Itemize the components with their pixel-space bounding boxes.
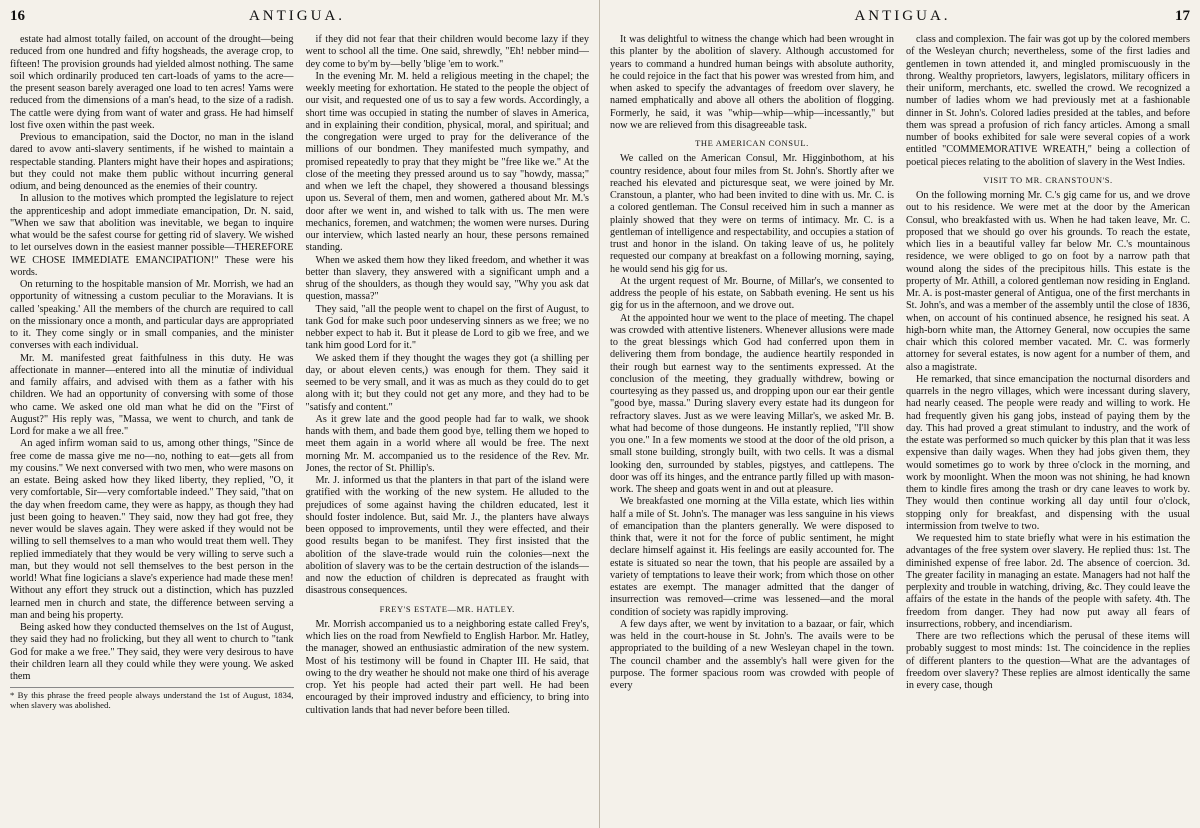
- paragraph: Mr. Morrish accompanied us to a neighboring estate called Frey's, which lies on the road from Newfield to English Harbor. Mr. Hatley, the manager, showed an enthusiastic admiration of the new system. Most of his testimony will be found in Chapter III. He said, that owing to the dry weather he should not make one third of his average crop. Yet his people had acted their part well. He had been encouraged by their improved industry and efficiency, to bring into cultivation lands that had never before been tilled.: [305, 618, 589, 716]
- paragraph: Mr. M. manifested great faithfulness in this duty. He was affectionate in manner—entered into all the minutiæ of individual and family affairs, and advised with them as a father with his children. We had an opportunity of conversing with some of those who came. We asked one old man what he did on the "First of August?" His reply was, "Massa, we went to church, and tank de Lord for make a we all free.": [10, 352, 294, 437]
- paragraph: At the appointed hour we went to the place of meeting. The chapel was crowded with attentive listeners. Whenever allusions were made to the great blessings which God had conferred upon them in delivering them from bondage, the audience heartily responded in their rough but earnest way to the sentiments expressed. At the conclusion of the meeting, they gradually withdrew, bowing or courtesying as they passed us, and dropping upon our ear their gentle "good bye, massa." During slavery every estate had its dungeon for refractory slaves. Just as we were leaving Millar's, we asked Mr. B. what had become of those dungeons. He instantly replied, "I'll show you one." In a few moments we stood at the door of the old prison, a small stone building, strongly built, with two cells. It was a dismal looking den, surrounded by stables, pigstyes, and cattlepens. The door was off its hinges, and the entrance partly filled up with mason-work. The sheep and goats went in and out at pleasure.: [610, 312, 894, 495]
- page-number: 16: [10, 8, 25, 24]
- section-heading: THE AMERICAN CONSUL.: [695, 138, 809, 148]
- paragraph: Previous to emancipation, said the Doctor, no man in the island dared to avow anti-slavery sentiments, if he wished to maintain a respectable standing. Planters might have their hopes and aspirations; but they could not make them public without incurring general odium, and being denounced as the enemies of their country.: [10, 132, 294, 192]
- paragraph: He remarked, that since emancipation the nocturnal disorders and quarrels in the negro villages, which were incessant during slavery, had nearly ceased. The people were ready and willing to work. He had frequently given his gang jobs, instead of paying them by the day. This had proved a great stimulant to industry, and the work of the estate was performed so much quicker by this plan that it was less expensive than daily wages. When they had jobs given them, they would sometimes go to work by three o'clock in the morning, and work by moonlight. When the moon was not shining, he had known them to kindle fires among the trash or dry cane leaves to work by. They would then continue working all day until four o'clock, stopping only for breakfast, and dispensing with the usual intermission from twelve to two.: [906, 373, 1190, 532]
- right-page-header: [610, 8, 1190, 34]
- paragraph: Mr. J. informed us that the planters in that part of the island were gratified with the working of the new system. He alluded to the prejudices of some against having the children educated, lest it should foster indolence. But, said Mr. J., the planters have always been opposed to improvements, until they were effected, and their good results began to be manifest. They first insisted that the abolition of the slave-trade would ruin the colonies—next the abolition of slavery was to be the certain destruction of the islands—and now the eduction of children is deprecated as fraught with disastrous consequences.: [305, 475, 589, 597]
- paragraph: estate had almost totally failed, on account of the drought—being reduced from one hundred and fifty hogsheads, the average crop, to fifteen! The provision grounds had yielded almost nothing. The same soil which ordinarily produced ten cart-loads of yams to the acre—the present season barely averaged one load to ten acres! Yams were reduced from the dimensions of a man's head, to the size of a radish. The cattle were dying from want of water and grass. He had himself lost five oxen within the past week.: [10, 34, 294, 131]
- left-column-1: [10, 34, 294, 816]
- paragraph: We requested him to state briefly what were in his estimation the advantages of the free system over slavery. He replied thus: 1st. The diminished expense of free labor. 2d. The absence of coercion. 3d. The greater facility in managing an estate. Managers had not half the perplexity and trouble in watching, driving, &c. They could leave the affairs of the estate in the hands of the people with safety. 4th. The freedom from danger. They had now put away all fears of insurrections, robbery, and incendiarism.: [906, 533, 1190, 630]
- section-heading: FREY'S ESTATE—MR. HATLEY.: [379, 603, 515, 614]
- paragraph: It was delightful to witness the change which had been wrought in this planter by the abolition of slavery. Although accustomed for years to command a hundred human beings with absolute authority, he could rejoice in the fact that his power was wrested from him, and when asked to specify the advantages of freedom over slavery, he named emphatically and above all others the abolition of flogging. Formerly, he said, it was "whip—whip—whip—incessantly," but now we are relieved from this disagreeable task.: [610, 34, 894, 131]
- paragraph: On returning to the hospitable mansion of Mr. Morrish, we had an opportunity of witnessing a custom peculiar to the Moravians. It is called 'speaking.' All the members of the church are required to call on the missionary once a month, and particular days are appropriated to it. They come singly or in small companies, and the minister converses with each individual.: [10, 279, 294, 352]
- paragraph: In allusion to the motives which prompted the legislature to reject the apprenticeship and adopt immediate emancipation, Dr. N. said, "When we saw that abolition was inevitable, we began to inquire what would be the safest course for getting rid of slavery. We wished to let ourselves down in the easiest manner possible—THEREFORE WE CHOSE IMMEDIATE EMANCIPATION!" These were his words.: [10, 193, 294, 278]
- paragraph: Being asked how they conducted themselves on the 1st of August, they said they had no frolicking, but they all went to church to "tank God for make a we free." They said, they were very desirous to have their children learn all they could while they were young. We asked them: [10, 622, 294, 682]
- section-heading: VISIT TO MR. CRANSTOUN'S.: [983, 174, 1113, 185]
- left-column-2: [306, 34, 590, 816]
- paragraph: At the urgent request of Mr. Bourne, of Millar's, we consented to address the people of his estate, on Sabbath evening. He sent us his gig for us in the afternoon, and we drove out.: [610, 275, 894, 312]
- paragraph: An aged infirm woman said to us, among other things, "Since de free come de massa give me no—no, nothing to eat—gets all from my cousins." We next conversed with two men, who were masons on an estate. Being asked how they liked liberty, they replied, "O, it very comfortable, Sir—very comfortable indeed." They said, "that on the day when freedom came, they were as happy, as though they had just been going to heaven." They said, now they had got free, they never would be slaves again. They were asked if they would not be willing to sell themselves to a man who would treat them well. They replied immediately that they would be very willing to serve such a man, but they would not sell themselves to the best person in the world! What fine logicians a slave's experience had made these men! Without any effort they struck out a distinction, which has puzzled learned men in church and state, the difference between serving a man and being his property.: [10, 438, 294, 621]
- running-title: ANTIGUA.: [248, 8, 346, 24]
- right-column-1: [610, 34, 894, 816]
- left-page-header: [10, 8, 589, 34]
- paragraph: As it grew late and the good people had far to walk, we shook hands with them, and bade them good bye, telling them we hoped to meet them again in a world where all would be free. The next morning Mr. M. accompanied us to the residence of the Rev. Mr. Jones, the rector of St. Phillip's.: [305, 413, 589, 474]
- page-number: 17: [1174, 8, 1190, 24]
- paragraph: We breakfasted one morning at the Villa estate, which lies within half a mile of St. John's. The manager was less sanguine in his views of emancipation than the planters generally. We were disposed to think that, were it not for the force of public sentiment, he might declare himself against it. His feelings are easily accounted for. The estate is situated so near the town, that his people are assailed by a variety of temptations to leave their work; from which those on other estates are exempt. The manager admitted that the danger of insurrection was removed—crime was lessened—and the moral condition of society was rapidly improving.: [610, 496, 894, 618]
- right-page-columns: [610, 34, 1190, 816]
- paragraph: We asked them if they thought the wages they got (a shilling per day, or about eleven cents,) was enough for them. They said it seemed to be very small, and it was as much as they could do to get along with it; but they could not get any more, and they had to be "satisfy and content.": [305, 352, 589, 413]
- paragraph: We called on the American Consul, Mr. Higginbothom, at his country residence, about four miles from St. John's. Shortly after we reached his elevated and picturesque seat, we were joined by Mr. Cranstoun, a planter, who had been invited to dine with us. Mr. C. is a colored gentleman. The Consul received him in such a manner as plainly showed that they were on terms of intimacy. Mr. C. is a gentleman of intelligence and respectability, and occupies a station of trust and honor in the island. On taking leave of us, he politely requested our company at breakfast on a following morning, saying, he would send his gig for us.: [610, 153, 894, 275]
- paragraph: A few days after, we went by invitation to a bazaar, or fair, which was held in the court-house in St. John's. The avails were to be appropriated to the building of a new Wesleyan chapel in the town. The council chamber and the assembly's hall were given for the purpose. The former spacious room was crowded with people of every: [610, 618, 894, 691]
- paragraph: On the following morning Mr. C.'s gig came for us, and we drove out to his residence. We were met at the door by the American Consul, who breakfasted with us. When he had taken leave, Mr. C. proposed that we should go over his grounds. To reach the estate, which lies in a beautiful valley far below Mr. C.'s mountainous residence, we were obliged to go on foot by a narrow path that wound along the sides of the precipitous hills. This estate is the property of Mr. Athill, a colored gentleman now residing in England. Mr. A. is post-master general of Antigua, one of the first merchants in St. John's, and was a member of the assembly until the close of 1836, when, on account of his continued absence, he resigned his seat. A high-born white man, the Attorney General, now occupies the same chair which this colored member vacated. Mr. C. was formerly attorney for several estates, is now agent for a number of them, and also a magistrate.: [906, 190, 1190, 373]
- running-title: ANTIGUA.: [854, 8, 951, 24]
- paragraph: class and complexion. The fair was got up by the colored members of the Wesleyan church; nevertheless, some of the first ladies and gentlemen in town attended it, and mingled promiscuously in the throng. Wealthy proprietors, lawyers, legislators, military officers in their uniform, merchants, etc. swelled the crowd. We recognized a number of ladies whom we had previously met at a fashionable dinner in St. John's. Colored ladies presided at the tables, and before them was spread a profusion of rich fancy articles. Among a small number of books exhibited for sale were several copies of a work entitled "COMMEMORATIVE WREATH," being a collection of poetical pieces relating to the abolition of slavery in the West Indies.: [906, 34, 1190, 168]
- paragraph: There are two reflections which the perusal of these items will probably suggest to most minds: 1st. The coincidence in the replies of different planters to the question—What are the advantages of freedom over slavery? These replies are almost identically the same in every case, though: [906, 631, 1190, 691]
- paragraph: When we asked them how they liked freedom, and whether it was better than slavery, they answered with a significant umph and a shrug of the shoulders, as though they would say, "Why you ask dat question, massa?": [305, 254, 589, 303]
- paragraph: In the evening Mr. M. held a religious meeting in the chapel; the weekly meeting for exhortation. He stated to the people the object of our visit, and requested one of us to say a few words. Accordingly, a short time was occupied in stating the number of slaves in America, and in explaining their condition, physical, moral, and spiritual; and the congregation were urged to pray for the deliverance of the millions of our bondmen. They manifested much sympathy, and promised repeatedly to pray that they might be "free like we." At the close of the meeting they pressed around us to say "howdy, massa;" and when we left the chapel, they showered a thousand blessings upon us. Several of them, men and women, gathered about Mr. M.'s door after we went in, and wished to talk with us. The men were mechanics, foremen, and watchmen; the women were nurses. During our interview, which lasted nearly an hour, these persons remained standing.: [305, 70, 589, 254]
- right-page: [600, 0, 1200, 828]
- right-column-2: [906, 34, 1190, 816]
- footnote: * By this phrase the freed people always understand the 1st of August, 1834, when slavery was abolished.: [10, 687, 294, 710]
- left-page-columns: [10, 34, 589, 816]
- paragraph: if they did not fear that their children would become lazy if they went to school all the time. One said, shrewdly, "Eh! nebber mind—dey come to by'm by—belly 'blige 'em to work.": [305, 34, 589, 70]
- paragraph: They said, "all the people went to chapel on the first of August, to tank God for make such poor undeserving sinners as we free; we no nebber expect to hab it. But it please de Lord to gib we free, and we tank him good Lord for it.": [305, 303, 589, 352]
